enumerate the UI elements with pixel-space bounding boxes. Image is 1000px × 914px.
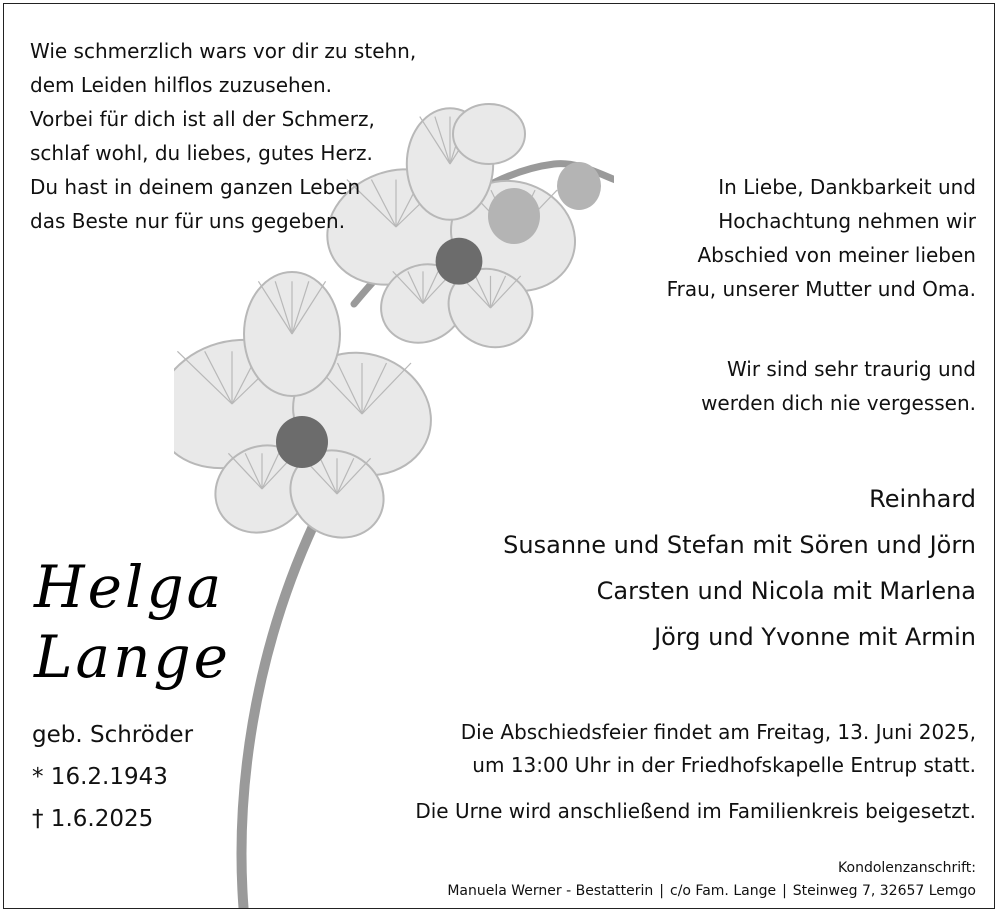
separator: | <box>659 883 664 899</box>
upper-flower-center <box>436 238 483 285</box>
bud <box>488 188 540 244</box>
poem-text: Wie schmerzlich wars vor dir zu stehn, dem Leiden hilflos zuzusehen. Vorbei für dich ist all der Schmerz, schlaf wohl, du liebes, gutes Herz. Du hast in deinem ganzen Leben das Beste nur für uns gegeben. <box>30 39 417 233</box>
condolence-address <box>447 857 976 903</box>
obituary-card <box>3 3 995 909</box>
first-name: Helga <box>34 553 225 621</box>
top-bud <box>453 104 525 164</box>
family-list <box>503 476 976 660</box>
deceased-name <box>34 552 231 692</box>
family-member: Susanne und Stefan mit Sören und Jörn <box>503 531 976 559</box>
urn-text: Die Urne wird anschließend im Familienkreis beigesetzt. <box>415 799 976 823</box>
birth-date: * 16.2.1943 <box>32 764 168 790</box>
life-dates <box>32 714 193 840</box>
last-name: Lange <box>34 623 231 691</box>
condolence-line <box>447 880 976 903</box>
family-member: Reinhard <box>869 485 976 513</box>
bud <box>557 162 601 210</box>
undertaker: Manuela Werner - Bestatterin <box>447 883 654 899</box>
sorrow-text: Wir sind sehr traurig und werden dich nie vergessen. <box>701 357 976 415</box>
death-date: † 1.6.2025 <box>32 806 154 832</box>
ceremony-text: Die Abschiedsfeier findet am Freitag, 13. Juni 2025, um 13:00 Uhr in der Friedhofskapelle Entrup statt. <box>460 720 976 777</box>
maiden-name: geb. Schröder <box>32 722 194 748</box>
condolence-label: Kondolenzanschrift: <box>838 860 976 876</box>
farewell-text: In Liebe, Dankbarkeit und Hochachtung nehmen wir Abschied von meiner lieben Frau, unserer Mutter und Oma. <box>666 175 976 301</box>
family-member: Jörg und Yvonne mit Armin <box>654 623 976 651</box>
family-member: Carsten und Nicola mit Marlena <box>596 577 976 605</box>
separator: | <box>782 883 787 899</box>
street-address: Steinweg 7, 32657 Lemgo <box>792 883 976 899</box>
lower-flower-center <box>276 416 328 468</box>
care-of: c/o Fam. Lange <box>670 883 777 899</box>
